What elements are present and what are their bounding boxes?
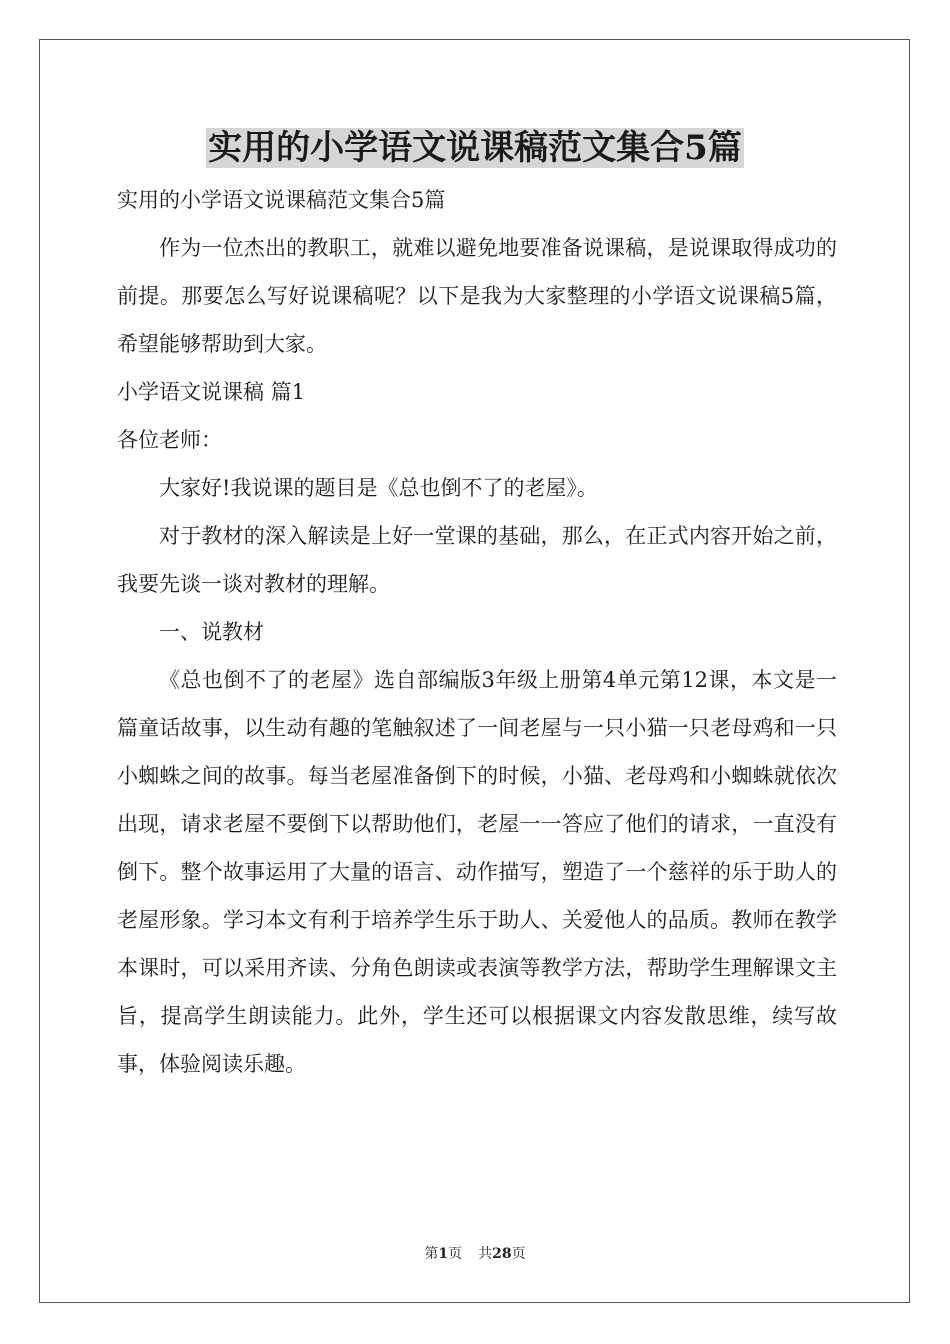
paragraph-textbook: 《总也倒不了的老屋》选自部编版3年级上册第4单元第12课，本文是一篇童话故事，以生动有趣的笔触叙述了一间老屋与一只小猫一只老母鸡和一只小蜘蛛之间的故事。每当老屋准备倒下的时候，小猫、老母鸡和小蜘蛛就依次出现，请求老屋不要倒下以帮助他们，老屋一一答应了他们的请求，一直没有倒下。整个故事运用了大量的语言、动作描写，塑造了一个慈祥的乐于助人的老屋形象。学习本文有利于培养学生乐于助人、关爱他人的品质。教师在教学本课时，可以采用齐读、分角色朗读或表演等教学方法，帮助学生理解课文主旨，提高学生朗读能力。此外，学生还可以根据课文内容发散思维，续写故事，体验阅读乐趣。 [117, 668, 837, 1076]
footer-page-suffix: 页 [448, 1246, 463, 1262]
document-title-text: 实用的小学语文说课稿范文集合5篇 [208, 128, 742, 168]
footer-page-prefix: 第 [424, 1246, 439, 1262]
paragraph-preface: 对于教材的深入解读是上好一堂课的基础，那么，在正式内容开始之前，我要先谈一谈对教材的理解。 [117, 524, 837, 596]
footer-total-prefix: 共 [478, 1246, 493, 1262]
footer-total-suffix: 页 [511, 1246, 526, 1262]
section-heading: 小学语文说课稿 篇1 [117, 380, 306, 404]
document-title [0, 124, 950, 172]
paragraph-salutation: 各位老师： [117, 428, 222, 452]
paragraph-intro: 作为一位杰出的教职工，就难以避免地要准备说课稿，是说课取得成功的前提。那要怎么写好说课稿呢？以下是我为大家整理的小学语文说课稿5篇，希望能够帮助到大家。 [117, 236, 837, 356]
footer-total-pages: 28 [492, 1246, 512, 1262]
paragraph-subtitle: 实用的小学语文说课稿范文集合5篇 [117, 188, 446, 212]
subsection-heading: 一、说教材 [159, 620, 264, 644]
page-footer [0, 1243, 950, 1263]
paragraph-greeting: 大家好!我说课的题目是《总也倒不了的老屋》。 [159, 476, 598, 500]
document-body [117, 176, 837, 1088]
footer-page-number: 1 [438, 1246, 449, 1262]
